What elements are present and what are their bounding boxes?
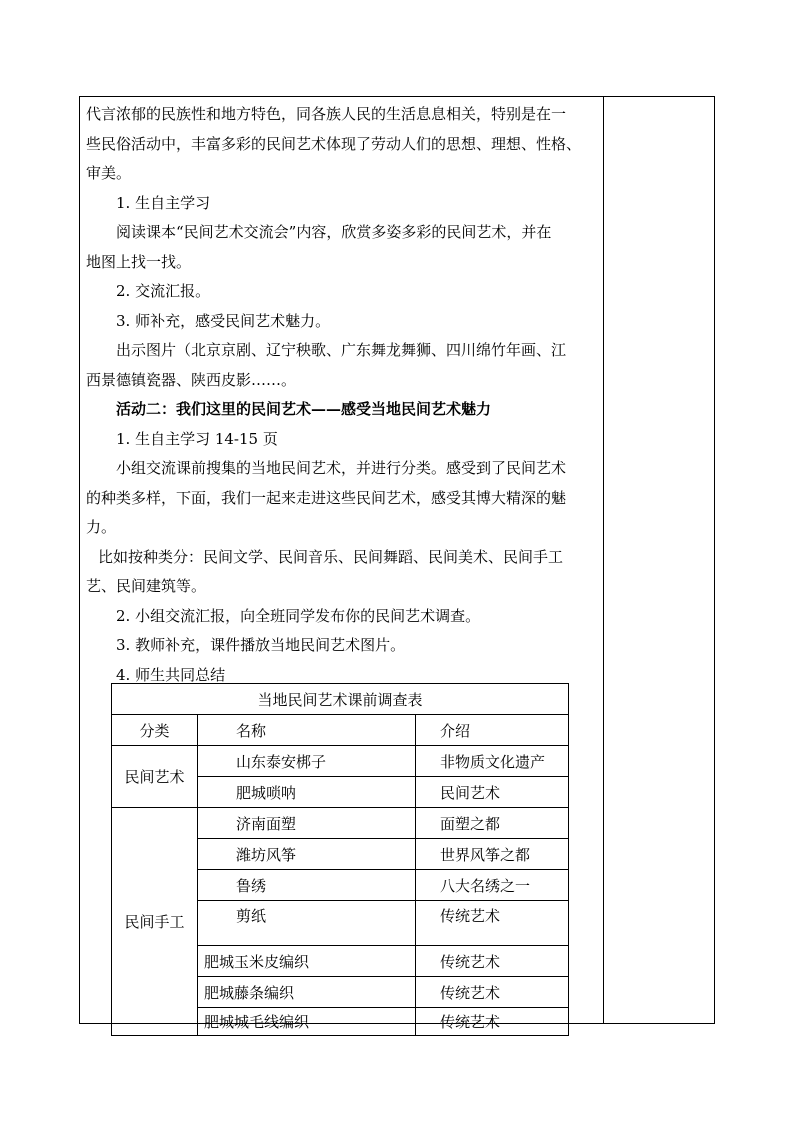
intro-cell: 传统艺术: [416, 977, 569, 1008]
table-title-row: [112, 684, 569, 715]
step-heading: 4. 师生共同总结: [116, 665, 226, 684]
header-category: 分类: [112, 715, 198, 746]
intro-cell: 世界风筝之都: [416, 839, 569, 870]
text-line: 出示图片（北京京剧、辽宁秧歌、广东舞龙舞狮、四川绵竹年画、江: [116, 341, 567, 359]
name-cell: 肥城唢呐: [198, 777, 416, 808]
table-header-row: [112, 715, 569, 746]
category-cell: 民间手工: [112, 808, 198, 1036]
name-cell: 肥城藤条编织: [198, 977, 416, 1008]
name-cell: 潍坊风筝: [198, 839, 416, 870]
intro-cell: 传统艺术: [416, 901, 569, 946]
activity-heading: 活动二：我们这里的民间艺术——感受当地民间艺术魅力: [116, 400, 492, 418]
step-heading: 3. 师补充，感受民间艺术魅力。: [116, 311, 331, 330]
text-line: 些民俗活动中，丰富多彩的民间艺术体现了劳动人们的思想、理想、性格、: [86, 134, 582, 153]
header-intro: 介绍: [416, 715, 569, 746]
text-line: 艺、民间建筑等。: [86, 577, 207, 595]
text-line: 比如按种类分：民间文学、民间音乐、民间舞蹈、民间美术、民间手工: [98, 547, 564, 566]
step-heading: 1. 生自主学习: [116, 193, 211, 212]
name-cell: 鲁绣: [198, 870, 416, 901]
name-cell: 肥城城毛线编织: [198, 1008, 416, 1036]
text-line: 小组交流课前搜集的当地民间艺术，并进行分类。感受到了民间艺术: [116, 459, 567, 477]
lesson-content: [86, 100, 598, 690]
intro-cell: 非物质文化遗产: [416, 746, 569, 777]
table-row: [112, 808, 569, 839]
name-cell: 剪纸: [198, 901, 416, 946]
step-heading: 2. 小组交流汇报，向全班同学发布你的民间艺术调查。: [116, 606, 481, 625]
text-line: 西景德镇瓷器、陕西皮影……。: [86, 370, 297, 389]
category-cell: 民间艺术: [112, 746, 198, 808]
table-title: 当地民间艺术课前调查表: [112, 684, 569, 715]
step-heading: 2. 交流汇报。: [116, 282, 211, 300]
text-line: 代言浓郁的民族性和地方特色，同各族人民的生活息息相关，特别是在一: [86, 105, 567, 123]
step-heading: 3. 教师补充，课件播放当地民间艺术图片。: [116, 636, 406, 654]
intro-cell: 传统艺术: [416, 946, 569, 977]
text-line: 的种类多样，下面，我们一起来走进这些民间艺术，感受其博大精深的魅: [86, 488, 567, 507]
name-cell: 肥城玉米皮编织: [198, 946, 416, 977]
step-heading: 1. 生自主学习 14-15 页: [116, 429, 278, 448]
table-row: [112, 746, 569, 777]
intro-cell: 传统艺术: [416, 1008, 569, 1036]
name-cell: 济南面塑: [198, 808, 416, 839]
text-line: 力。: [86, 518, 117, 536]
column-divider: [603, 96, 604, 1024]
intro-cell: 八大名绣之一: [416, 870, 569, 901]
text-line: 阅读课本“民间艺术交流会”内容，欣赏多姿多彩的民间艺术，并在: [116, 223, 552, 241]
text-line: 审美。: [86, 164, 132, 182]
intro-cell: 面塑之都: [416, 808, 569, 839]
header-name: 名称: [198, 715, 416, 746]
intro-cell: 民间艺术: [416, 777, 569, 808]
name-cell: 山东泰安梆子: [198, 746, 416, 777]
text-line: 地图上找一找。: [86, 252, 192, 271]
survey-table: [111, 683, 569, 1036]
